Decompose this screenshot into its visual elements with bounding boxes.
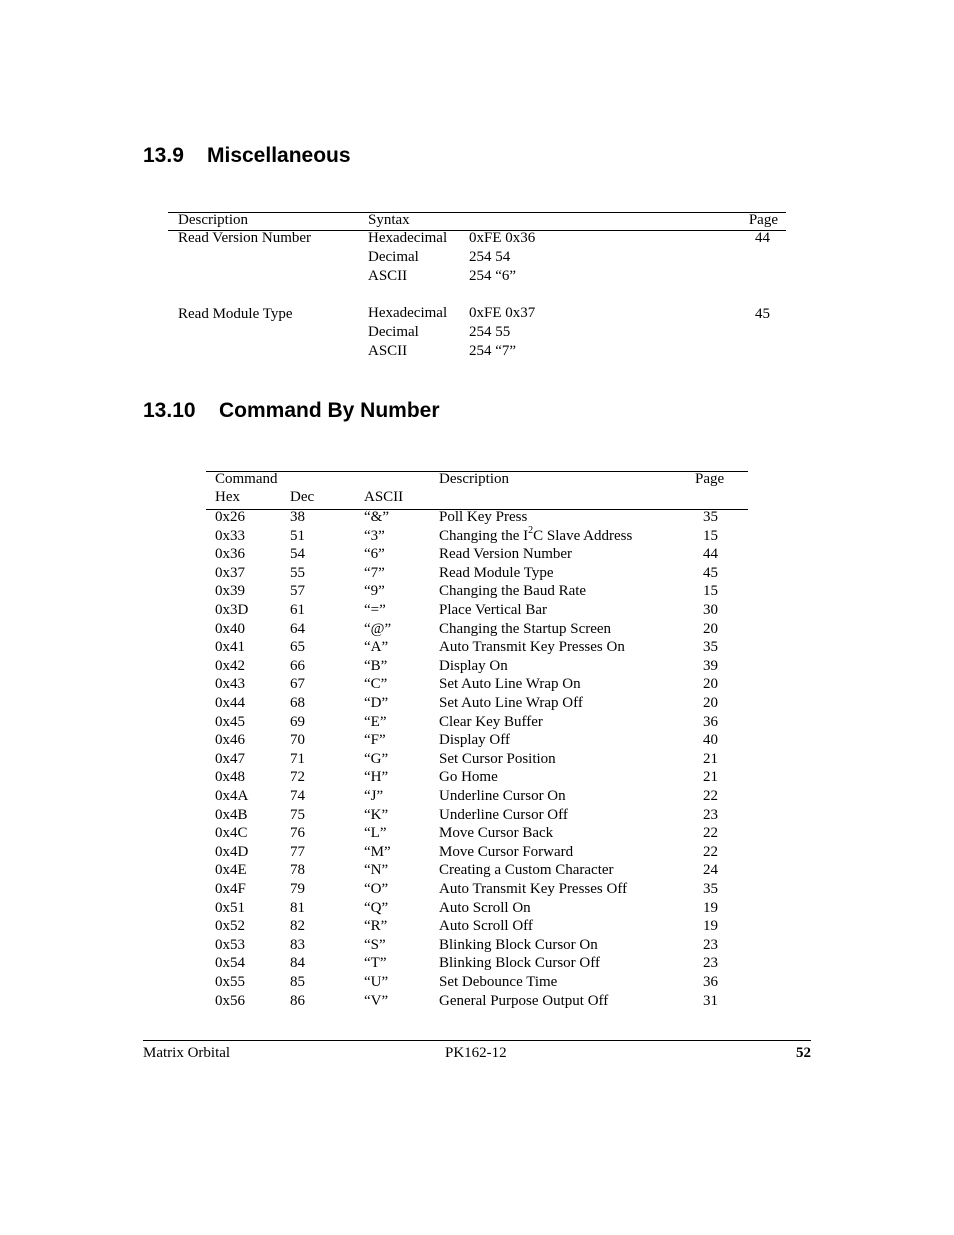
cell-dec: 71 — [290, 750, 305, 767]
superscript: 2 — [528, 524, 534, 536]
entry-description: Read Version Number — [178, 230, 312, 246]
cell-hex: 0x36 — [215, 546, 245, 563]
cell-dec: 72 — [290, 769, 305, 786]
cell-dec: 78 — [290, 862, 305, 879]
cell-hex: 0x55 — [215, 974, 245, 990]
syntax-format: Hexadecimal — [368, 230, 448, 246]
cell-description: Display Off — [439, 732, 510, 749]
cell-ascii: “G” — [364, 750, 389, 767]
cell-hex: 0x4A — [215, 788, 249, 804]
header-dec: Dec — [290, 489, 315, 505]
cell-description: Creating a Custom Character — [439, 862, 614, 879]
cell-ascii: “J” — [364, 788, 384, 804]
cell-ascii: “O” — [364, 881, 389, 897]
cell-dec: 68 — [290, 695, 305, 711]
cell-ascii: “D” — [364, 695, 389, 711]
cell-page: 35 — [703, 509, 718, 525]
cell-description: Set Cursor Position — [439, 750, 556, 767]
cell-dec: 75 — [290, 806, 305, 823]
cell-dec: 79 — [290, 881, 305, 897]
cell-description: Go Home — [439, 769, 498, 786]
cell-ascii: “L” — [364, 825, 387, 842]
header-description: Description — [178, 212, 248, 228]
cell-dec: 83 — [290, 936, 305, 953]
cell-description: Set Auto Line Wrap On — [439, 676, 581, 693]
cell-page: 22 — [703, 788, 718, 804]
cell-ascii: “3” — [364, 527, 385, 544]
cell-ascii: “M” — [364, 843, 391, 860]
cell-page: 20 — [703, 676, 718, 693]
cell-dec: 64 — [290, 620, 305, 637]
syntax-format: ASCII — [368, 268, 408, 284]
cell-description: Place Vertical Bar — [439, 602, 548, 618]
cell-description: Changing the Startup Screen — [439, 620, 612, 637]
cell-description: Read Module Type — [439, 564, 554, 581]
cell-dec: 51 — [290, 527, 305, 544]
cell-dec: 54 — [290, 546, 305, 563]
cell-page: 39 — [703, 657, 718, 674]
cell-description: Display On — [439, 657, 508, 674]
cell-description — [439, 524, 633, 546]
header-page: Page — [695, 471, 725, 487]
section-heading-cmd — [143, 399, 440, 423]
cell-page: 15 — [703, 583, 718, 600]
section-number: 13.10 — [143, 399, 196, 422]
cell-dec: 55 — [290, 564, 305, 581]
syntax-value: 254 54 — [469, 249, 511, 265]
syntax-format: Decimal — [368, 324, 419, 340]
cell-dec: 57 — [290, 583, 305, 600]
cell-ascii: “A” — [364, 639, 389, 656]
cell-page: 19 — [703, 918, 718, 935]
cell-description: Set Auto Line Wrap Off — [439, 695, 583, 711]
cell-ascii: “@” — [364, 620, 392, 637]
cell-hex: 0x40 — [215, 620, 245, 637]
cell-page: 20 — [703, 620, 718, 637]
cell-ascii: “T” — [364, 955, 387, 972]
cell-hex: 0x4B — [215, 806, 248, 823]
footer-page-number: 52 — [796, 1045, 811, 1061]
cell-dec: 65 — [290, 639, 305, 656]
section-title: Miscellaneous — [207, 144, 351, 167]
cell-page: 45 — [703, 564, 718, 581]
entry-page: 45 — [755, 306, 770, 322]
cell-ascii: “=” — [364, 602, 386, 618]
cell-page: 22 — [703, 825, 718, 842]
syntax-value: 254 “6” — [469, 268, 517, 284]
cell-description: Auto Transmit Key Presses On — [439, 639, 625, 656]
cell-dec: 81 — [290, 899, 305, 916]
cell-hex: 0x4E — [215, 862, 247, 879]
cell-ascii: “Q” — [364, 899, 389, 916]
cell-page: 44 — [703, 546, 718, 563]
cell-page: 31 — [703, 992, 718, 1009]
cell-ascii: “H” — [364, 769, 389, 786]
section-heading-misc — [143, 144, 351, 168]
cell-ascii: “R” — [364, 918, 388, 935]
cell-dec: 84 — [290, 955, 305, 972]
cell-page: 36 — [703, 974, 718, 990]
header-page: Page — [748, 212, 778, 228]
cell-ascii: “V” — [364, 992, 389, 1009]
cell-dec: 82 — [290, 918, 305, 935]
cell-ascii: “9” — [364, 583, 385, 600]
cell-hex: 0x41 — [215, 639, 245, 656]
cell-page: 30 — [703, 602, 718, 618]
cell-description: Read Version Number — [439, 546, 573, 563]
cell-page: 23 — [703, 806, 718, 823]
syntax-value: 0xFE 0x37 — [469, 305, 536, 321]
cell-hex: 0x53 — [215, 936, 245, 953]
cell-hex: 0x3D — [215, 602, 249, 618]
cell-hex: 0x4F — [215, 881, 246, 897]
cell-hex: 0x47 — [215, 750, 245, 767]
cell-page: 15 — [703, 527, 718, 544]
cell-dec: 38 — [290, 509, 305, 525]
cell-dec: 77 — [290, 843, 305, 860]
cell-hex: 0x51 — [215, 899, 245, 916]
cell-hex: 0x46 — [215, 732, 245, 749]
syntax-format: Hexadecimal — [368, 305, 448, 321]
cell-description: Underline Cursor Off — [439, 806, 568, 823]
cell-page: 22 — [703, 843, 718, 860]
footer-model: PK162-12 — [445, 1045, 507, 1061]
cell-hex: 0x48 — [215, 769, 245, 786]
cell-ascii: “6” — [364, 546, 385, 563]
cell-hex: 0x52 — [215, 918, 245, 935]
cell-description: Underline Cursor On — [439, 788, 566, 804]
cell-description: General Purpose Output Off — [439, 992, 609, 1009]
footer-publisher: Matrix Orbital — [143, 1045, 231, 1061]
syntax-format: ASCII — [368, 343, 408, 359]
cell-hex: 0x43 — [215, 676, 245, 693]
section-number: 13.9 — [143, 144, 184, 167]
cell-description: Poll Key Press — [439, 509, 528, 525]
cell-description: Blinking Block Cursor Off — [439, 955, 600, 972]
cell-ascii: “7” — [364, 564, 385, 581]
entry-description: Read Module Type — [178, 306, 293, 322]
section-title: Command By Number — [219, 399, 440, 422]
cell-hex: 0x56 — [215, 992, 245, 1009]
cell-description: Auto Transmit Key Presses Off — [439, 881, 628, 897]
syntax-format: Decimal — [368, 249, 419, 265]
cell-hex: 0x26 — [215, 509, 245, 525]
cell-page: 40 — [703, 732, 718, 749]
cell-hex: 0x37 — [215, 564, 245, 581]
cell-ascii: “C” — [364, 676, 388, 693]
cell-hex: 0x33 — [215, 527, 245, 544]
header-syntax: Syntax — [368, 212, 410, 228]
header-ascii: ASCII — [364, 489, 404, 505]
cell-dec: 66 — [290, 657, 305, 674]
description-text: C Slave Address — [533, 527, 633, 544]
cell-dec: 85 — [290, 974, 305, 990]
cell-description: Clear Key Buffer — [439, 713, 543, 730]
cell-page: 24 — [703, 862, 718, 879]
cell-page: 35 — [703, 881, 718, 897]
header-hex: Hex — [215, 489, 240, 505]
description-text: Changing the I — [439, 527, 529, 544]
cell-description: Auto Scroll On — [439, 899, 531, 916]
cell-page: 21 — [703, 769, 718, 786]
cell-page: 36 — [703, 713, 718, 730]
footer-rule — [143, 1040, 811, 1041]
cell-dec: 86 — [290, 992, 305, 1009]
cell-ascii: “F” — [364, 732, 386, 749]
cell-hex: 0x4C — [215, 825, 248, 842]
cell-ascii: “K” — [364, 806, 389, 823]
cell-dec: 69 — [290, 713, 305, 730]
cell-ascii: “N” — [364, 862, 389, 879]
cell-dec: 70 — [290, 732, 305, 749]
cell-page: 21 — [703, 750, 718, 767]
cell-page: 20 — [703, 695, 718, 711]
cell-page: 19 — [703, 899, 718, 916]
cell-dec: 67 — [290, 676, 305, 693]
syntax-value: 254 “7” — [469, 343, 517, 359]
header-description: Description — [439, 471, 509, 487]
entry-page: 44 — [755, 230, 770, 246]
cell-ascii: “&” — [364, 509, 389, 525]
cell-ascii: “U” — [364, 974, 389, 990]
cell-description: Move Cursor Forward — [439, 843, 574, 860]
cell-hex: 0x54 — [215, 955, 245, 972]
cell-page: 23 — [703, 936, 718, 953]
syntax-value: 0xFE 0x36 — [469, 230, 536, 246]
cell-ascii: “E” — [364, 713, 387, 730]
header-command: Command — [215, 471, 278, 487]
cell-description: Changing the Baud Rate — [439, 583, 587, 600]
cell-dec: 74 — [290, 788, 305, 804]
cell-ascii: “B” — [364, 657, 388, 674]
cell-description: Move Cursor Back — [439, 825, 554, 842]
cell-hex: 0x44 — [215, 695, 245, 711]
table-top-rule — [168, 212, 786, 213]
cell-dec: 76 — [290, 825, 305, 842]
cell-hex: 0x45 — [215, 713, 245, 730]
cell-hex: 0x42 — [215, 657, 245, 674]
cell-hex: 0x39 — [215, 583, 245, 600]
cell-dec: 61 — [290, 602, 305, 618]
cell-description: Blinking Block Cursor On — [439, 936, 598, 953]
cell-ascii: “S” — [364, 936, 386, 953]
cell-page: 23 — [703, 955, 718, 972]
cell-hex: 0x4D — [215, 843, 249, 860]
cell-page: 35 — [703, 639, 718, 656]
syntax-value: 254 55 — [469, 324, 511, 340]
cell-description: Auto Scroll Off — [439, 918, 533, 935]
cell-description: Set Debounce Time — [439, 974, 558, 990]
